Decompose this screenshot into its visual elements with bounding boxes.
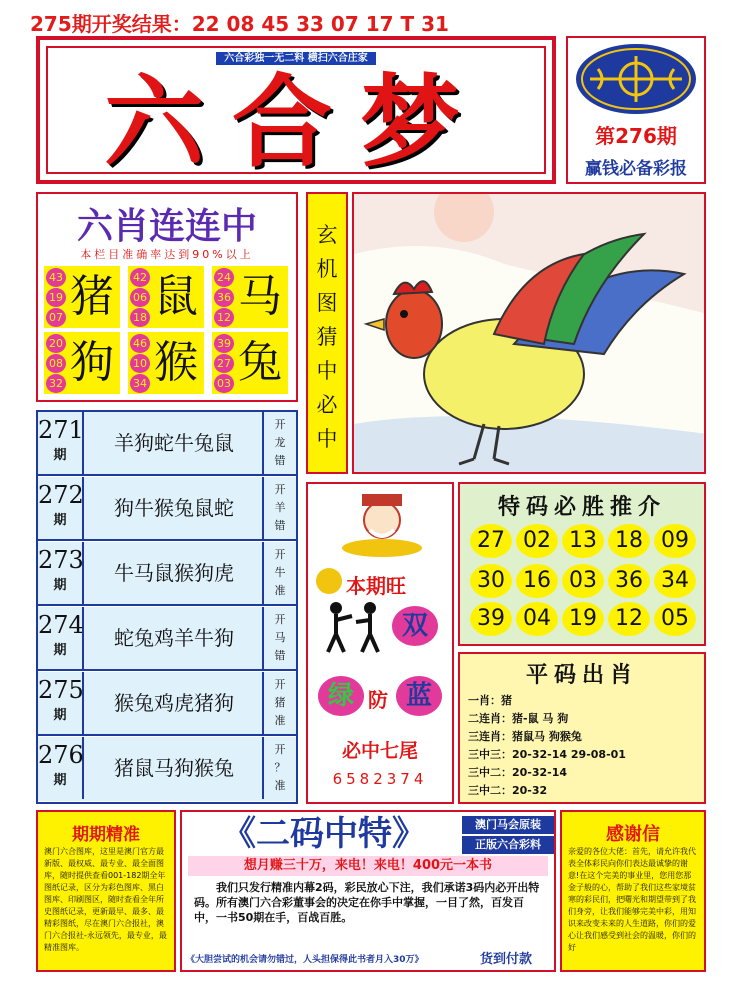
cod-label: 货到付款 bbox=[480, 952, 533, 967]
history-result-char: 准 bbox=[274, 584, 286, 597]
number-ball: 12 bbox=[214, 308, 234, 327]
zodiac-balls bbox=[46, 334, 68, 394]
number-ball: 36 bbox=[214, 288, 234, 307]
promo-line: 想月赚三十万，来电！来电！400元一本书 bbox=[188, 856, 548, 876]
history-result bbox=[266, 416, 294, 470]
zodiac-cell bbox=[128, 332, 204, 394]
pingma-value: 20-32-14 bbox=[512, 766, 568, 779]
history-zodiacs: 猪鼠马狗猴兔 bbox=[86, 737, 264, 799]
bottom-mid-footer: 《大胆尝试的机会请勿错过，人头担保得此书者月入30万》 bbox=[186, 955, 424, 965]
title-inner bbox=[46, 46, 546, 181]
history-row bbox=[38, 542, 296, 606]
history-row bbox=[38, 737, 296, 801]
wang-label: 本期旺 bbox=[346, 574, 406, 598]
zodiac-cell bbox=[128, 266, 204, 328]
pingma-row bbox=[468, 710, 568, 726]
number-ball: 10 bbox=[130, 354, 150, 373]
side-label-1: 澳门马会原装 bbox=[462, 816, 554, 834]
history-result bbox=[266, 546, 294, 600]
pingma-label: 三中三： bbox=[468, 748, 512, 761]
history-result-char: 错 bbox=[274, 649, 286, 662]
tema-number: 19 bbox=[562, 602, 604, 636]
history-issue-number: 272 bbox=[38, 481, 84, 509]
tema-number: 05 bbox=[654, 602, 696, 636]
tema-number: 36 bbox=[608, 564, 650, 598]
history-result-char: 准 bbox=[274, 714, 286, 727]
tema-number: 16 bbox=[516, 564, 558, 598]
rooster-illustration bbox=[352, 192, 706, 474]
history-result-char: 开 bbox=[274, 613, 286, 626]
zodiac-subtitle: 本栏目准确率达到90%以上 bbox=[80, 248, 254, 261]
number-ball: 19 bbox=[46, 288, 66, 307]
tema-number: 34 bbox=[654, 564, 696, 598]
history-issue-number: 271 bbox=[38, 416, 84, 444]
tail-title: 必中七尾 bbox=[341, 740, 418, 762]
pingma-value: 20-32 bbox=[512, 784, 548, 797]
pingma-value: 20-32-14 29-08-01 bbox=[512, 748, 626, 761]
zodiac-box bbox=[36, 192, 298, 402]
number-ball: 39 bbox=[214, 334, 234, 353]
vertical-title bbox=[306, 192, 348, 474]
middle-box bbox=[306, 482, 454, 804]
pingma-label: 三连肖： bbox=[468, 730, 512, 743]
pingma-title: 平码出肖 bbox=[525, 662, 638, 688]
pingma-row bbox=[468, 782, 547, 798]
number-ball: 18 bbox=[130, 308, 150, 327]
history-issue-label: 期 bbox=[53, 513, 67, 528]
history-result-char: 开 bbox=[274, 418, 286, 431]
history-issue-label: 期 bbox=[53, 578, 67, 593]
history-zodiacs: 羊狗蛇牛兔鼠 bbox=[86, 412, 264, 474]
pingma-value: 猪鼠马 狗猴兔 bbox=[512, 730, 582, 743]
pingma-row bbox=[468, 728, 582, 744]
history-issue bbox=[38, 542, 84, 604]
lv-label: 绿 bbox=[318, 676, 364, 716]
vertical-title-char: 玄 bbox=[316, 223, 338, 247]
title-box bbox=[36, 36, 556, 184]
number-ball: 34 bbox=[130, 374, 150, 393]
lan-label: 蓝 bbox=[396, 676, 442, 716]
tema-number: 12 bbox=[608, 602, 650, 636]
pingma-label: 三中二： bbox=[468, 766, 512, 779]
history-result-char: 牛 bbox=[274, 566, 286, 579]
history-issue bbox=[38, 412, 84, 474]
fang-label: 防 bbox=[368, 688, 388, 712]
number-ball: 08 bbox=[46, 354, 66, 373]
history-zodiacs: 猴兔鸡虎猪狗 bbox=[86, 672, 264, 734]
result-line: 275期开奖结果：22 08 45 33 07 17 T 31 bbox=[30, 12, 449, 36]
number-ball: 03 bbox=[214, 374, 234, 393]
tema-title: 特码必胜推介 bbox=[497, 494, 666, 520]
pingma-row bbox=[468, 692, 512, 708]
fighters-icon bbox=[322, 600, 386, 654]
number-ball: 43 bbox=[46, 268, 66, 287]
side-label-2: 正版六合彩料 bbox=[462, 836, 554, 854]
history-zodiacs: 蛇兔鸡羊牛狗 bbox=[86, 607, 264, 669]
zodiac-cell bbox=[212, 266, 288, 328]
number-ball: 20 bbox=[46, 334, 66, 353]
logo-icon bbox=[576, 44, 696, 114]
zodiac-balls bbox=[130, 334, 152, 394]
history-result-char: 错 bbox=[274, 454, 286, 467]
history-zodiacs: 牛马鼠猴狗虎 bbox=[86, 542, 264, 604]
history-row bbox=[38, 477, 296, 541]
vertical-title-char: 猜 bbox=[316, 325, 338, 349]
zodiac-char: 马 bbox=[238, 271, 282, 322]
history-issue bbox=[38, 477, 84, 539]
number-ball: 06 bbox=[130, 288, 150, 307]
bottom-right-box bbox=[560, 810, 706, 972]
history-result bbox=[266, 611, 294, 665]
history-result-char: 错 bbox=[274, 519, 286, 532]
number-ball: 42 bbox=[130, 268, 150, 287]
bottom-right-text: 亲爱的各位大佬：首先，请允许我代表全体彩民向你们表达最诚挚的谢意!在这个完美的事业里，您用您那金子般的心，帮助了我们这些家境贫寒的彩民们，把曙光和期望带到了我们身旁，让我们能够完美中彩，用知识来改变未来的人生道路，你们的爱心让我们感受到社会的温暖，你们的好 bbox=[568, 847, 696, 952]
vertical-title-char: 中 bbox=[316, 359, 338, 383]
pingma-label: 二连肖： bbox=[468, 712, 512, 725]
issue-subtitle: 赢钱必备彩报 bbox=[585, 159, 687, 179]
history-result bbox=[266, 676, 294, 730]
history-result bbox=[266, 741, 294, 795]
history-issue-label: 期 bbox=[53, 773, 67, 788]
vertical-title-char: 图 bbox=[316, 291, 338, 315]
logo-box bbox=[566, 36, 706, 184]
history-issue-number: 274 bbox=[38, 611, 84, 639]
zodiac-char: 兔 bbox=[238, 337, 282, 388]
history-issue-label: 期 bbox=[53, 643, 67, 658]
tema-number: 18 bbox=[608, 524, 650, 558]
number-ball: 27 bbox=[214, 354, 234, 373]
bottom-left-title: 期期精准 bbox=[72, 825, 140, 845]
history-result bbox=[266, 481, 294, 535]
history-result-char: ？ bbox=[274, 761, 286, 774]
history-issue-number: 275 bbox=[38, 676, 84, 704]
history-table bbox=[36, 410, 298, 804]
tema-number: 03 bbox=[562, 564, 604, 598]
bottom-mid-box bbox=[180, 810, 556, 972]
history-issue-number: 276 bbox=[38, 741, 84, 769]
tema-number: 04 bbox=[516, 602, 558, 636]
zodiac-cell bbox=[44, 266, 120, 328]
vertical-title-char: 机 bbox=[316, 257, 338, 281]
vertical-title-char: 中 bbox=[316, 427, 338, 451]
issue-number: 第276期 bbox=[595, 124, 677, 148]
vertical-title-char: 必 bbox=[316, 393, 338, 417]
tail-numbers: 6582374 bbox=[332, 770, 428, 788]
pingma-label: 三中二： bbox=[468, 784, 512, 797]
pingma-row bbox=[468, 746, 626, 762]
tema-number: 13 bbox=[562, 524, 604, 558]
tema-number: 39 bbox=[470, 602, 512, 636]
pingma-value: 猪-鼠 马 狗 bbox=[512, 712, 569, 725]
zodiac-cell bbox=[44, 332, 120, 394]
history-issue-label: 期 bbox=[53, 448, 67, 463]
slogan-text: 六合彩独一无二料 横扫六合庄家 bbox=[216, 52, 375, 65]
history-result-char: 开 bbox=[274, 483, 286, 496]
history-issue bbox=[38, 672, 84, 734]
tema-number: 27 bbox=[470, 524, 512, 558]
history-result-char: 开 bbox=[274, 743, 286, 756]
number-ball: 46 bbox=[130, 334, 150, 353]
number-ball: 32 bbox=[46, 374, 66, 393]
history-result-char: 猪 bbox=[274, 696, 286, 709]
history-issue-number: 273 bbox=[38, 546, 84, 574]
tema-number: 30 bbox=[470, 564, 512, 598]
history-issue bbox=[38, 737, 84, 799]
number-ball: 24 bbox=[214, 268, 234, 287]
history-row bbox=[38, 607, 296, 671]
history-result-char: 开 bbox=[274, 548, 286, 561]
bottom-right-title: 感谢信 bbox=[606, 824, 660, 845]
history-result-char: 马 bbox=[274, 631, 286, 644]
history-result-char: 羊 bbox=[274, 501, 286, 514]
zodiac-char: 狗 bbox=[70, 337, 114, 388]
history-zodiacs: 狗牛猴兔鼠蛇 bbox=[86, 477, 264, 539]
badge-icon bbox=[316, 568, 342, 594]
tema-number: 09 bbox=[654, 524, 696, 558]
pingma-value: 猪 bbox=[501, 694, 512, 707]
pingma-label: 一肖： bbox=[468, 694, 501, 707]
page-title: 六合梦 bbox=[104, 63, 488, 181]
zodiac-char: 猪 bbox=[70, 271, 114, 322]
history-row bbox=[38, 672, 296, 736]
shuang-label: 双 bbox=[392, 606, 438, 646]
zodiac-char: 猴 bbox=[154, 337, 198, 388]
number-ball: 07 bbox=[46, 308, 66, 327]
history-result-char: 开 bbox=[274, 678, 286, 691]
bottom-mid-title: 《二码中特》 bbox=[222, 814, 426, 854]
bottom-left-text: 澳门六合图库，这里是澳门官方最新版、最权威、最专业、最全面图库，随时提供查看001-182期全年图纸记录，区分为彩色图库、黑白图库、印刷图区，随时查看全年所史图纸记录，更新最早、最多、最精彩图纸，尽在澳门六合报社，澳门六合报社-永远领先，最专业，最精准图库。 bbox=[44, 847, 167, 952]
history-issue-label: 期 bbox=[53, 708, 67, 723]
fortune-god-icon bbox=[332, 490, 432, 558]
zodiac-balls bbox=[214, 334, 236, 394]
zodiac-cell bbox=[212, 332, 288, 394]
bottom-left-box bbox=[36, 810, 176, 972]
tema-box bbox=[458, 482, 706, 646]
history-issue bbox=[38, 607, 84, 669]
bottom-mid-body: 我们只发行精准内幕2码，彩民放心下注，我们承诺3码内必开出特码。所有澳门六合彩董事会的决定在你手中掌握，一目了然，百发百中，一书50期在手，百战百胜。 bbox=[194, 881, 540, 924]
history-row bbox=[38, 412, 296, 476]
tema-number: 02 bbox=[516, 524, 558, 558]
zodiac-balls bbox=[130, 268, 152, 328]
zodiac-balls bbox=[214, 268, 236, 328]
zodiac-title: 六肖连连中 bbox=[76, 206, 257, 247]
pingma-box bbox=[458, 652, 706, 804]
zodiac-balls bbox=[46, 268, 68, 328]
pingma-row bbox=[468, 764, 567, 780]
history-result-char: 龙 bbox=[274, 436, 286, 449]
zodiac-char: 鼠 bbox=[154, 271, 198, 322]
history-result-char: 准 bbox=[274, 779, 286, 792]
